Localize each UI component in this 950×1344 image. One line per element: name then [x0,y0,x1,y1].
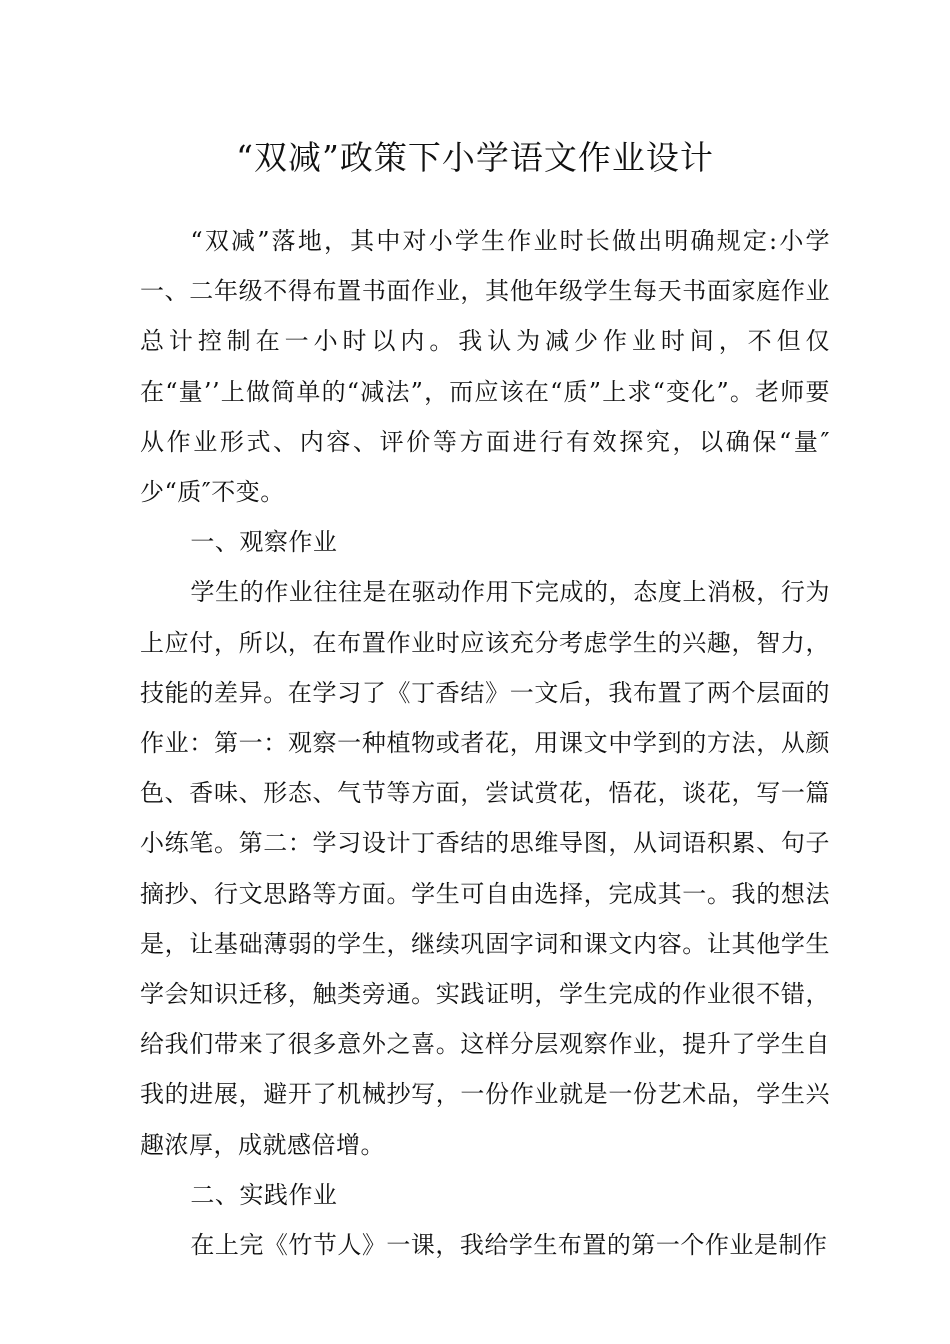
document-body [140,216,830,1270]
section-heading-observation: 一、观察作业 [190,528,338,557]
observation-paragraph: 学生的作业往往是在驱动作用下完成的，态度上消极，行为上应付，所以，在布置作业时应该充分考虑学生的兴趣，智力，技能的差异。在学习了《丁香结》一文后，我布置了两个层面的作业：第一：观察一种植物或者花，用课文中学到的方法，从颜色、香味、形态、气节等方面，尝试赏花，悟花，谈花，写一篇小练笔。第二：学习设计丁香结的思维导图，从词语积累、句子摘抄、行文思路等方面。学生可自由选择，完成其一。我的想法是，让基础薄弱的学生，继续巩固字词和课文内容。让其他学生学会知识迁移，触类旁通。实践证明，学生完成的作业很不错，给我们带来了很多意外之喜。这样分层观察作业，提升了学生自我的进展，避开了机械抄写，一份作业就是一份艺术品，学生兴趣浓厚，成就感倍增。 [140,578,830,1159]
intro-paragraph: “双减”落地，其中对小学生作业时长做出明确规定:小学一、二年级不得布置书面作业，其他年级学生每天书面家庭作业总计控制在一小时以内。我认为减少作业时间，不但仅在“量’’上做简单的“减法”，而应该在“质”上求“变化”。老师要从作业形式、内容、评价等方面进行有效探究，以确保“量″少“质″不变。 [140,227,830,507]
section-heading-practice: 二、实践作业 [190,1180,338,1209]
practice-paragraph: 在上完《竹节人》一课，我给学生布置的第一个作业是制作 [190,1231,828,1260]
document-title: “双减”政策下小学语文作业设计 [236,138,714,177]
